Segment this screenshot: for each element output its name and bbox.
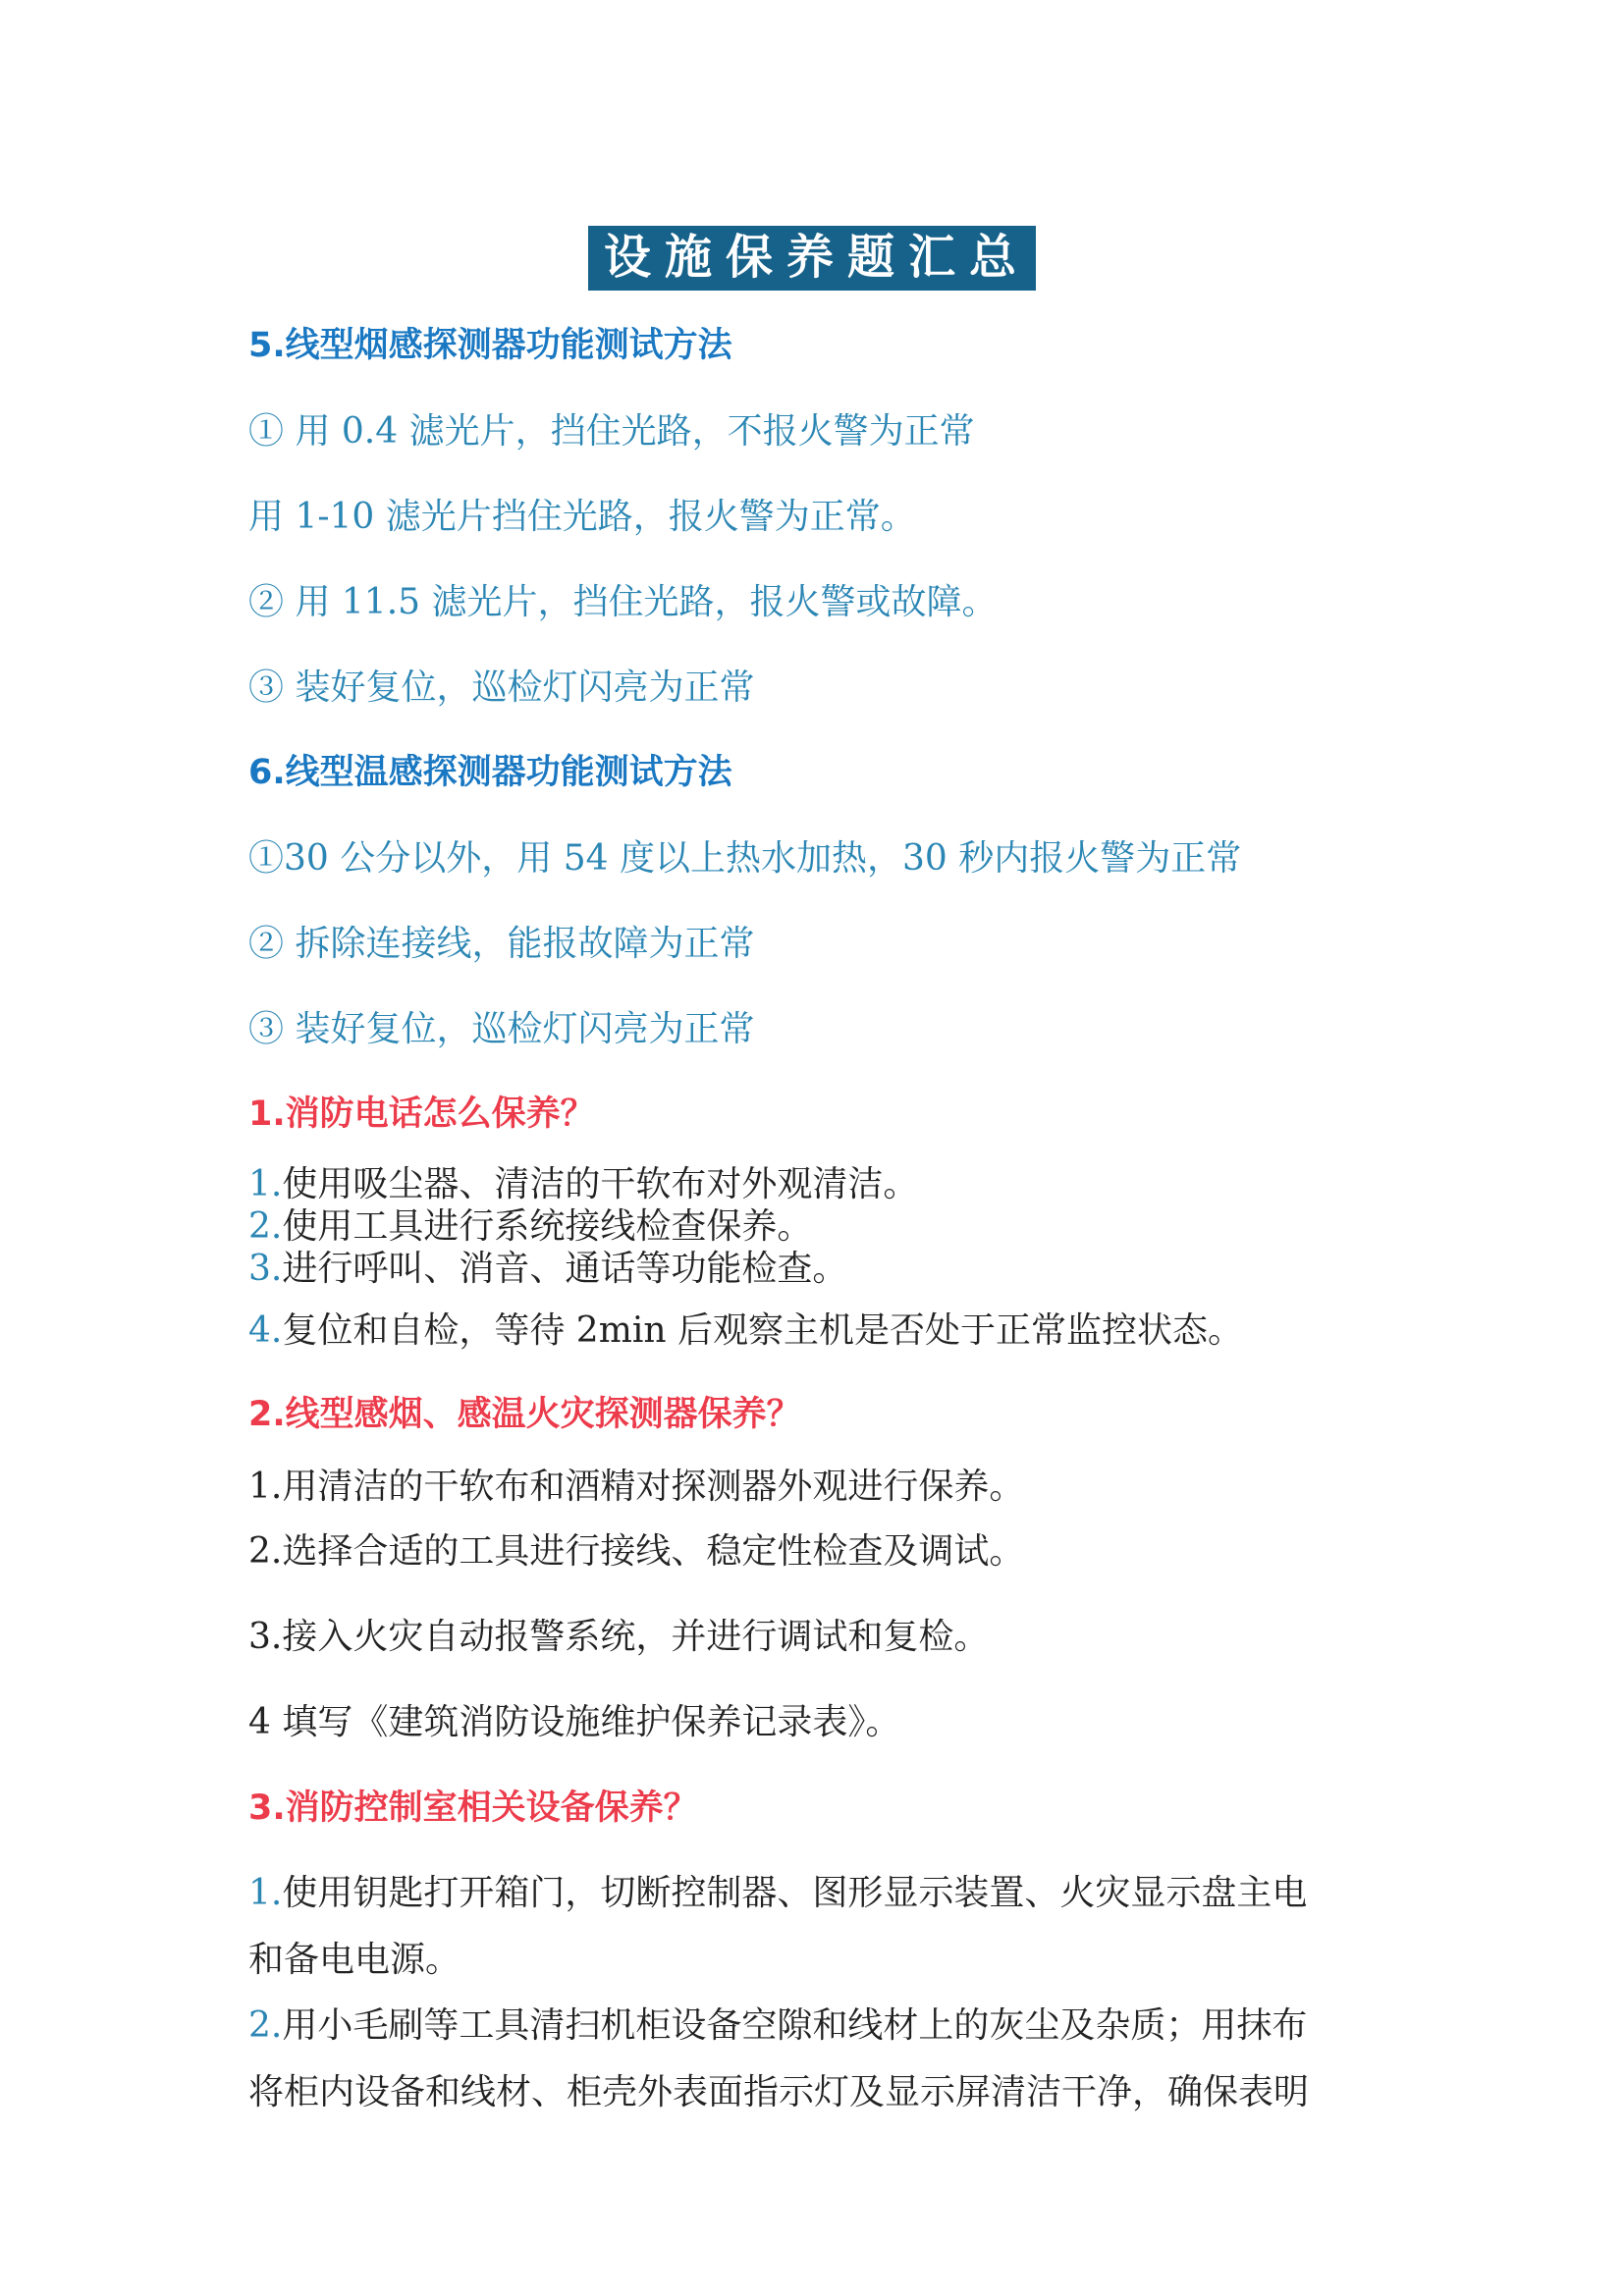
list-item-number: 2.	[248, 1206, 283, 1247]
list-item	[248, 1248, 847, 1291]
section-line: ① 用 0.4 滤光片，挡住光路，不报火警为正常	[248, 411, 975, 452]
list-item	[248, 2071, 1309, 2114]
section-line: 用 1-10 滤光片挡住光路，报火警为正常。	[248, 497, 916, 537]
list-item	[248, 1205, 812, 1249]
list-item	[248, 1939, 460, 1982]
list-item-text: 用小毛刷等工具清扫机柜设备空隙和线材上的灰尘及杂质；用抹布	[282, 2005, 1308, 2046]
list-item-text: 和备电电源。	[248, 1940, 461, 1980]
section-line: 2.选择合适的工具进行接线、稳定性检查及调试。	[248, 1531, 1025, 1572]
section-line: ② 拆除连接线，能报故障为正常	[248, 924, 755, 964]
section-heading: 3.消防控制室相关设备保养？	[248, 1789, 698, 1828]
section-heading: 1.消防电话怎么保养？	[248, 1095, 595, 1134]
list-item-number: 1.	[248, 1873, 283, 1913]
section-line: 1.用清洁的干软布和酒精对探测器外观进行保养。	[248, 1467, 1025, 1507]
page-title: 设施保养题汇总	[588, 226, 1036, 291]
section-line: ①30 公分以外，用 54 度以上热水加热，30 秒内报火警为正常	[248, 838, 1242, 879]
section-line: ② 用 11.5 滤光片，挡住光路，报火警或故障。	[248, 582, 998, 622]
list-item-text: 将柜内设备和线材、柜壳外表面指示灯及显示屏清洁干净，确保表明	[248, 2072, 1310, 2112]
list-item-number: 2.	[248, 2005, 283, 2046]
list-item-text: 使用钥匙打开箱门，切断控制器、图形显示装置、火灾显示盘主电	[282, 1873, 1308, 1913]
section-heading: 5.线型烟感探测器功能测试方法	[248, 326, 732, 365]
list-item-number: 3.	[248, 1249, 283, 1289]
list-item-text: 使用吸尘器、清洁的干软布对外观清洁。	[282, 1164, 919, 1204]
section-line: ③ 装好复位，巡检灯闪亮为正常	[248, 667, 755, 708]
section-line: 4 填写《建筑消防设施维护保养记录表》。	[248, 1702, 901, 1742]
list-item	[248, 1163, 918, 1206]
list-item-text: 使用工具进行系统接线检查保养。	[282, 1206, 813, 1247]
list-item-number: 4.	[248, 1310, 283, 1351]
list-item-text: 复位和自检，等待 2min 后观察主机是否处于正常监控状态。	[282, 1310, 1243, 1351]
title-wrap	[0, 226, 1624, 291]
list-item	[248, 1309, 1243, 1353]
section-heading: 6.线型温感探测器功能测试方法	[248, 753, 732, 792]
section-line: 3.接入火灾自动报警系统，并进行调试和复检。	[248, 1617, 990, 1657]
list-item-text: 进行呼叫、消音、通话等功能检查。	[282, 1249, 848, 1289]
list-item	[248, 2004, 1307, 2048]
list-item	[248, 1872, 1307, 1915]
list-item-number: 1.	[248, 1164, 283, 1204]
section-line: ③ 装好复位，巡检灯闪亮为正常	[248, 1009, 755, 1049]
section-heading: 2.线型感烟、感温火灾探测器保养？	[248, 1395, 801, 1434]
